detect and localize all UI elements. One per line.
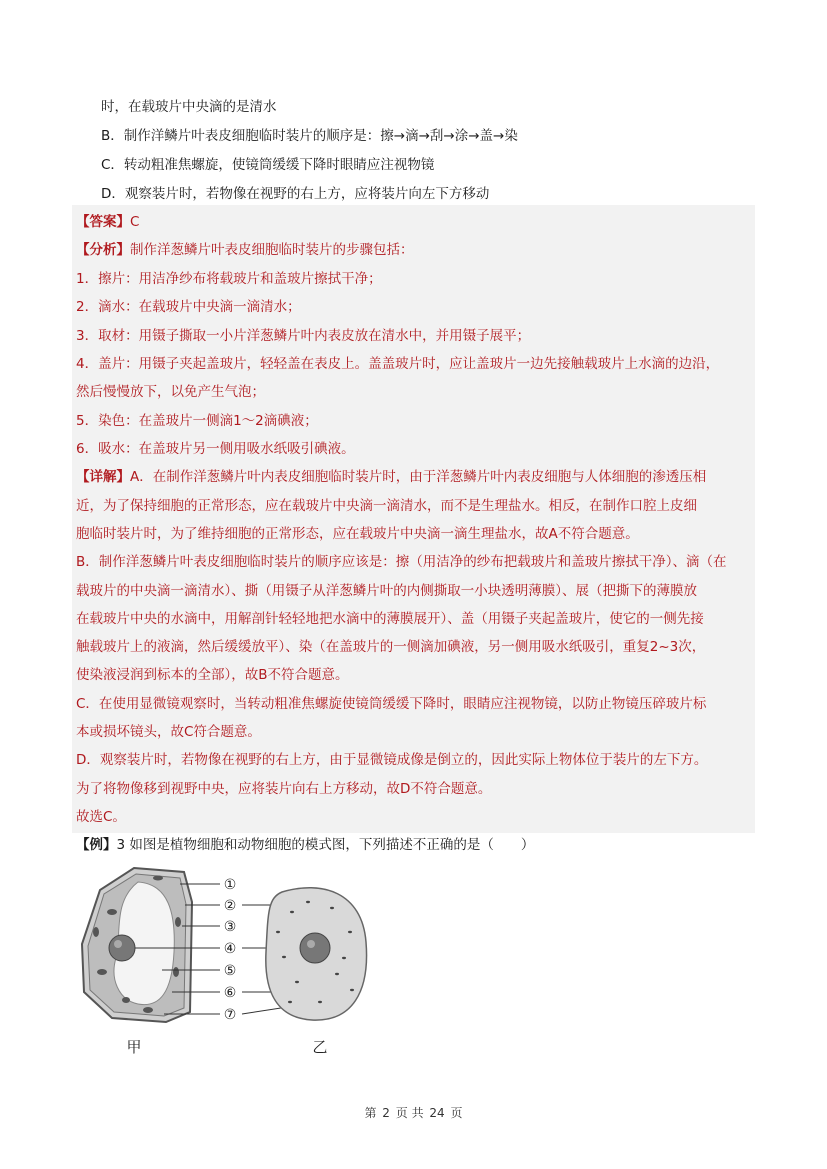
label-5: ⑤	[223, 963, 237, 979]
footer-prefix: 第	[364, 1106, 377, 1120]
footer-total-pages: 24	[429, 1106, 445, 1120]
analysis-step: 1．擦片：用洁净纱布将载玻片和盖玻片擦拭干净；	[76, 271, 382, 287]
option-d: D．观察装片时，若物像在视野的右上方，应将装片向左下方移动	[101, 186, 490, 202]
plant-cell	[82, 868, 192, 1022]
detail-line: 本或损坏镜头，故C符合题意。	[76, 724, 261, 740]
detail-line-first	[76, 467, 706, 487]
analysis-step: 6．吸水：在盖玻片另一侧用吸水纸吸引碘液。	[76, 441, 355, 457]
detail-heading: 【详解】	[76, 469, 130, 485]
answer-value: C	[130, 214, 140, 230]
example-text: 3 如图是植物细胞和动物细胞的模式图，下列描述不正确的是（ ）	[116, 837, 535, 853]
analysis-intro-line	[76, 240, 414, 260]
footer-suffix: 页	[450, 1106, 463, 1120]
detail-line: D．观察装片时，若物像在视野的右上方，由于显微镜成像是倒立的，因此实际上物体位于装片的左下方。	[76, 752, 708, 768]
option-c: C．转动粗准焦螺旋，使镜筒缓缓下降时眼睛应注视物镜	[101, 157, 435, 173]
caption-yi: 乙	[312, 1038, 328, 1056]
detail-line: 近，为了保持细胞的正常形态，应在载玻片中央滴一滴清水，而不是生理盐水。相反，在制作口腔上皮细	[76, 498, 697, 514]
label-6: ⑥	[223, 985, 237, 1001]
animal-cell	[266, 888, 367, 1020]
detail-line: 触载玻片上的液滴，然后缓缓放平）、染（在盖玻片的一侧滴加碘液，另一侧用吸水纸吸引，重复2~3次，	[76, 639, 706, 655]
caption-jia: 甲	[126, 1038, 142, 1056]
label-3: ③	[223, 919, 237, 935]
analysis-step: 4．盖片：用镊子夹起盖玻片，轻轻盖在表皮上。盖盖玻片时，应让盖玻片一边先接触载玻片上水滴的边沿，	[76, 356, 720, 372]
detail-line: B．制作洋葱鳞片叶表皮细胞临时装片的顺序应该是：擦（用洁净的纱布把载玻片和盖玻片擦拭干净）、滴（在	[76, 554, 727, 570]
analysis-step: 2．滴水：在载玻片中央滴一滴清水；	[76, 299, 301, 315]
answer-line	[76, 212, 139, 232]
detail-line: 在载玻片中央的水滴中，用解剖针轻轻地把水滴中的薄膜展开）、盖（用镊子夹起盖玻片，使它的一侧先接	[76, 611, 704, 627]
example-heading: 【例】	[76, 837, 117, 853]
option-b: B．制作洋鳞片叶表皮细胞临时装片的顺序是：擦→滴→刮→涂→盖→染	[101, 128, 518, 144]
detail-line: C．在使用显微镜观察时，当转动粗准焦螺旋使镜筒缓缓下降时，眼睛应注视物镜，以防止物镜压碎玻片标	[76, 696, 707, 712]
label-2: ②	[223, 898, 237, 914]
example-question	[76, 835, 534, 855]
footer-page-number: 2	[382, 1106, 390, 1120]
label-7: ⑦	[223, 1007, 237, 1023]
detail-line: 载玻片的中央滴一滴清水）、撕（用镊子从洋葱鳞片叶的内侧撕取一小块透明薄膜）、展（把撕下的薄膜放	[76, 583, 697, 599]
detail-line: 故选C。	[76, 809, 126, 825]
label-4: ④	[223, 941, 237, 957]
analysis-step: 3．取材：用镊子撕取一小片洋葱鳞片叶内表皮放在清水中，并用镊子展平；	[76, 328, 531, 344]
analysis-intro: 制作洋葱鳞片叶表皮细胞临时装片的步骤包括：	[130, 242, 414, 258]
analysis-heading: 【分析】	[76, 242, 130, 258]
cell-diagram	[72, 862, 372, 1062]
label-1: ①	[223, 877, 237, 893]
detail-line: 胞临时装片时，为了维持细胞的正常形态，应在载玻片中央滴一滴生理盐水，故A不符合题意。	[76, 526, 639, 542]
analysis-step: 然后慢慢放下，以免产生气泡；	[76, 384, 265, 400]
detail-line: A．在制作洋葱鳞片叶内表皮细胞临时装片时，由于洋葱鳞片叶内表皮细胞与人体细胞的渗透压相	[130, 469, 707, 485]
footer-middle: 页 共	[395, 1106, 424, 1120]
answer-heading: 【答案】	[76, 214, 130, 230]
detail-line: 使染液浸润到标本的全部），故B不符合题意。	[76, 667, 349, 683]
page-footer	[0, 1104, 827, 1121]
detail-line: 为了将物像移到视野中央，应将装片向右上方移动，故D不符合题意。	[76, 781, 492, 797]
option-a-continuation: 时，在载玻片中央滴的是清水	[101, 99, 277, 115]
analysis-step: 5．染色：在盖玻片一侧滴1～2滴碘液；	[76, 413, 318, 429]
